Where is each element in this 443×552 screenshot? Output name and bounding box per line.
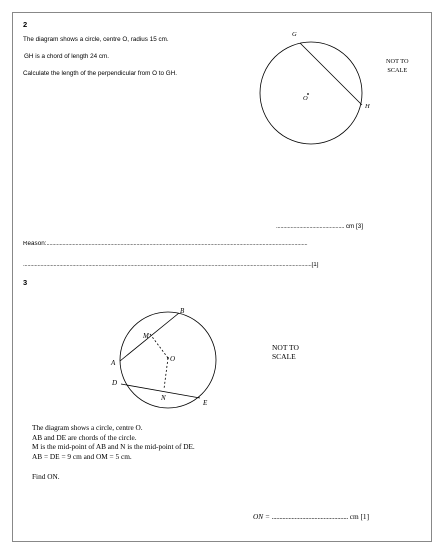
label-a: A [111,359,116,367]
segment-om [150,334,168,358]
centre-point-o [167,357,169,359]
label-h: H [365,103,370,110]
segment-on [164,358,168,389]
q3-find-instruction: Find ON. [32,472,60,481]
q3-line-3: M is the mid-point of AB and N is the mid-point of DE. [32,442,195,451]
q2-circle [260,42,362,144]
question-3-number: 3 [23,278,28,287]
label-d: D [112,379,118,387]
q2-not-to-scale: NOT TO SCALE [386,58,409,74]
q3-circle-diagram [93,303,233,418]
q2-reason-line-2: .......................................................................................................................................................................................................[1] [23,262,319,268]
q2-line-3: Calculate the length of the perpendicular from O to GH. [23,70,178,77]
q3-line-2: AB and DE are chords of the circle. [32,432,137,442]
chord-gh [300,43,362,105]
label-m: M [143,332,149,340]
label-o: O [170,355,176,363]
label-n: N [161,394,166,402]
question-2-number: 2 [23,20,28,29]
q3-description [32,423,195,461]
q2-circle-diagram [253,23,373,153]
q3-not-to-scale: NOT TO SCALE [272,343,299,361]
label-g: G [292,31,297,38]
label-b: B [180,307,185,315]
q3-line-1: The diagram shows a circle, centre O. [32,423,143,432]
label-o: O [303,95,308,102]
q2-line-2: GH is a chord of length 24 cm. [24,53,110,60]
q2-answer-line: ............................................... cm [3] [276,223,364,230]
exam-page [12,12,432,542]
q2-line-1: The diagram shows a circle, centre O, radius 15 cm. [23,36,169,43]
q3-line-4: AB = DE = 9 cm and OM = 5 cm. [32,451,132,461]
q3-answer-line: ON = .................................................. cm [1] [253,512,370,521]
q2-reason-line: Reason:.................................................................................................................................................................................... [23,241,308,247]
label-e: E [203,399,208,407]
chord-ab [120,313,179,361]
